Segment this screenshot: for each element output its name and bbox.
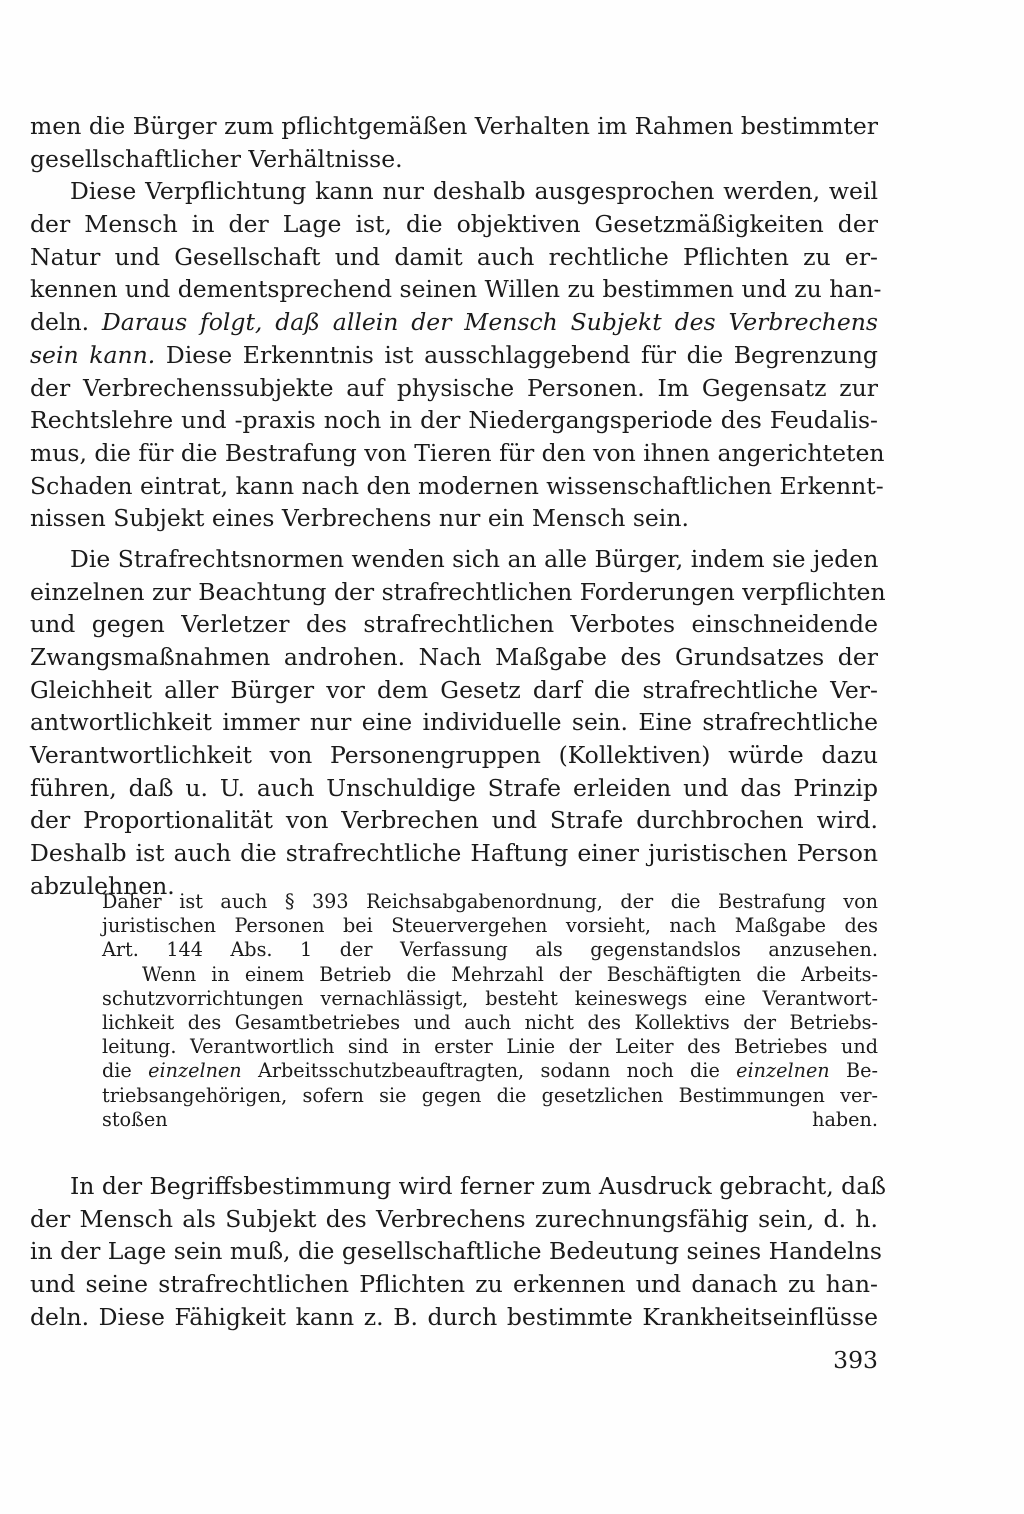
note-line: triebsangehörigen, sofern sie gegen die gesetzlichen Bestimmungen ver- — [102, 1083, 878, 1107]
text-line: und seine strafrechtlichen Pflichten zu erkennen und danach zu han- — [30, 1270, 878, 1299]
text-line: Natur und Gesellschaft und damit auch rechtliche Pflichten zu er- — [30, 242, 878, 271]
text-line: der Mensch als Subjekt des Verbrechens zurechnungsfähig sein, d. h. — [30, 1204, 878, 1233]
note-line: schutzvorrichtungen vernachlässigt, besteht keineswegs eine Verantwort- — [102, 986, 878, 1010]
note-line: lichkeit des Gesamtbetriebes und auch nicht des Kollektivs der Betriebs- — [102, 1010, 878, 1034]
text-line: der Verbrechenssubjekte auf physische Personen. Im Gegensatz zur — [30, 373, 878, 402]
text-fragment: Arbeitsschutzbeauftragten, sodann noch die — [258, 1059, 720, 1083]
text-line: und gegen Verletzer des strafrechtlichen Verbotes einschneidende — [30, 610, 878, 639]
text-line: antwortlichkeit immer nur eine individuelle sein. Eine strafrechtliche — [30, 708, 878, 737]
lower-text — [30, 1170, 886, 1333]
note-line: Wenn in einem Betrieb die Mehrzahl der Beschäftigten die Arbeits- — [142, 962, 878, 986]
text-fragment: deln. — [30, 308, 90, 337]
text-line: In der Begriffsbestimmung wird ferner zum Ausdruck gebracht, daß — [70, 1172, 886, 1200]
small-print-notes — [102, 890, 878, 1132]
note-line: Daher ist auch § 393 Reichsabgabenordnung, der die Bestrafung von — [102, 890, 878, 913]
text-line: nissen Subjekt eines Verbrechens nur ein Mensch sein. — [30, 504, 689, 533]
note-line: Art. 144 Abs. 1 der Verfassung als gegenstandslos anzusehen. — [102, 938, 878, 962]
text-line: der Mensch in der Lage ist, die objektiven Gesetzmäßigkeiten der — [30, 210, 878, 239]
text-line — [30, 339, 878, 372]
main-text — [30, 110, 886, 903]
text-line: men die Bürger zum pflichtgemäßen Verhalten im Rahmen bestimmter — [30, 112, 878, 140]
note-line: stoßen haben. — [102, 1107, 878, 1131]
text-line: deln. Diese Fähigkeit kann z. B. durch bestimmte Krankheitseinflüsse — [30, 1302, 878, 1331]
note-line: juristischen Personen bei Steuervergehen vorsieht, nach Maßgabe des — [102, 914, 878, 938]
text-line: Deshalb ist auch die strafrechtliche Haftung einer juristischen Person — [30, 839, 878, 868]
emphasis-text: Daraus folgt, daß allein der Mensch Subjekt des Verbrechens — [101, 308, 878, 337]
page-number: 393 — [833, 1346, 878, 1374]
text-line: Zwangsmaßnahmen androhen. Nach Maßgabe des Grundsatzes der — [30, 643, 878, 671]
text-line: in der Lage sein muß, die gesellschaftliche Bedeutung seines Handelns — [30, 1237, 882, 1266]
text-fragment: Diese Erkenntnis ist ausschlaggebend für die Begrenzung — [165, 340, 878, 369]
text-line: der Proportionalität von Verbrechen und Strafe durchbrochen wird. — [30, 806, 878, 835]
text-line: Diese Verpflichtung kann nur deshalb ausgesprochen werden, weil — [70, 177, 878, 206]
text-line: gesellschaftlicher Verhältnisse. — [30, 144, 403, 173]
text-line: Gleichheit aller Bürger vor dem Gesetz darf die strafrechtliche Ver- — [30, 675, 878, 704]
text-line: Verantwortlichkeit von Personengruppen (Kollektiven) würde dazu — [30, 741, 878, 770]
text-line: einzelnen zur Beachtung der strafrechtlichen Forderungen verpflichten — [30, 577, 886, 606]
note-line — [102, 1059, 878, 1083]
text-line: abzulehnen. — [30, 871, 175, 900]
text-fragment: Be- — [846, 1059, 878, 1083]
note-line: leitung. Verantwortlich sind in erster Linie der Leiter des Betriebes und — [102, 1035, 878, 1059]
text-line — [30, 306, 878, 339]
emphasis-text: einzelnen — [148, 1059, 242, 1083]
text-line: Schaden eintrat, kann nach den modernen wissenschaftlichen Erkennt- — [30, 471, 884, 500]
text-fragment: die — [102, 1059, 132, 1083]
emphasis-text: sein kann. — [30, 340, 156, 369]
text-line: Die Strafrechtsnormen wenden sich an alle Bürger, indem sie jeden — [70, 544, 879, 573]
emphasis-text: einzelnen — [736, 1059, 830, 1083]
text-line: mus, die für die Bestrafung von Tieren für den von ihnen angerichteten — [30, 438, 885, 467]
text-line: führen, daß u. U. auch Unschuldige Strafe erleiden und das Prinzip — [30, 773, 878, 802]
text-line: kennen und dementsprechend seinen Willen zu bestimmen und zu han- — [30, 275, 882, 304]
text-line: Rechtslehre und -praxis noch in der Niedergangsperiode des Feudalis- — [30, 406, 878, 435]
